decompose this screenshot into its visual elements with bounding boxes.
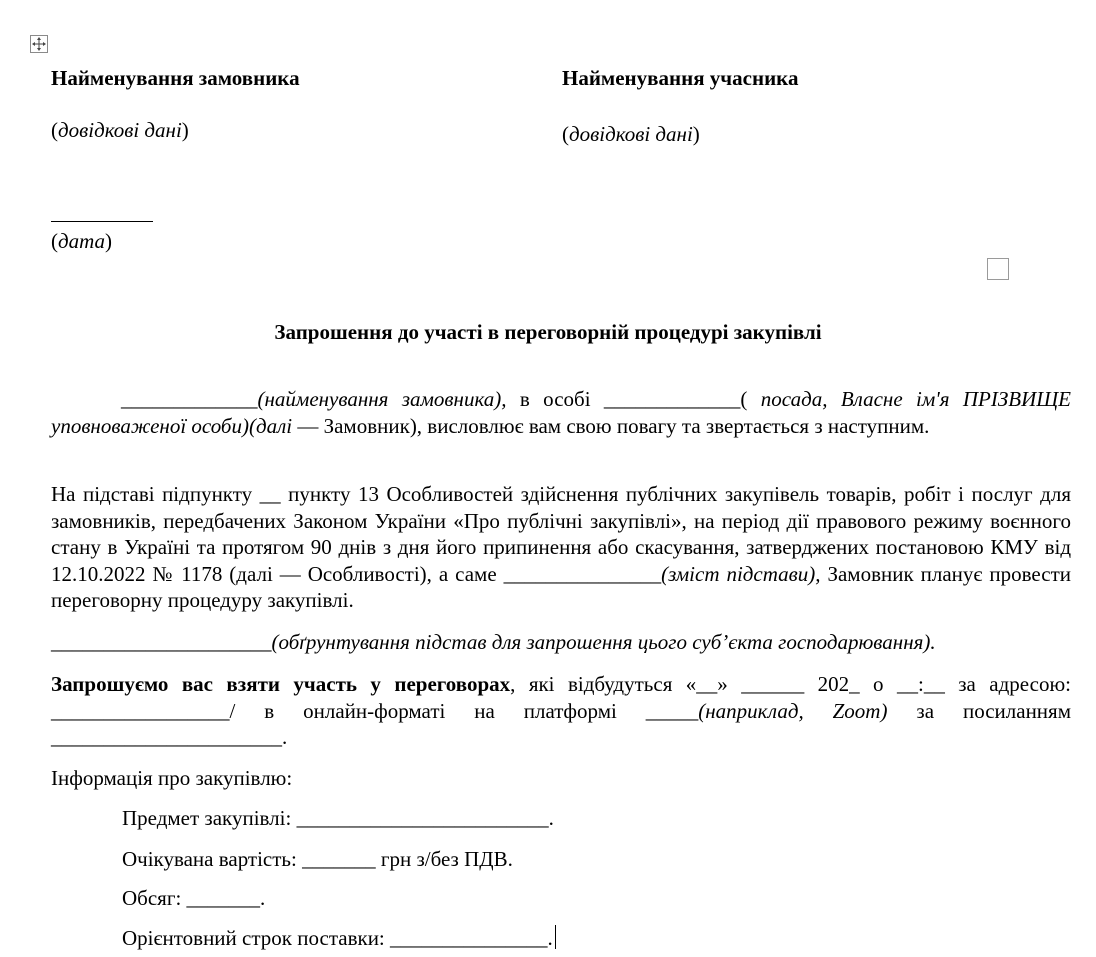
date-label: (дата) bbox=[51, 229, 113, 253]
customer-name-label: Найменування замовника bbox=[51, 66, 300, 90]
justification-paragraph[interactable]: _____________________(обґрунтування підстав для запрошення цього суб’єкта господарювання). bbox=[51, 630, 936, 654]
checkbox[interactable] bbox=[987, 258, 1009, 280]
expected-cost-line[interactable]: Очікувана вартість: _______ грн з/без ПДВ. bbox=[122, 847, 513, 871]
participant-name-label: Найменування учасника bbox=[562, 66, 799, 90]
move-arrows-icon bbox=[31, 36, 47, 52]
date-blank-line[interactable] bbox=[51, 221, 153, 222]
invitation-paragraph[interactable]: Запрошуємо вас взяти участь у переговорах, які відбудуться «__» ______ 202_ о __:__ за адресою: _________________/ в онлайн-форматі на платформі _____(наприклад, Zoom) за посиланням ______________________. bbox=[51, 672, 1071, 749]
date-label-text: дата bbox=[58, 229, 106, 253]
table-move-handle[interactable] bbox=[30, 35, 48, 53]
delivery-term-line[interactable]: Орієнтовний строк поставки: _______________. bbox=[122, 924, 556, 952]
text-cursor bbox=[555, 925, 556, 949]
customer-reference-text: довідкові дані bbox=[58, 118, 182, 142]
basis-paragraph[interactable]: На підставі підпункту __ пункту 13 Особливостей здійснення публічних закупівель товарів, робіт і послуг для замовників, передбачених Законом України «Про публічні закупівлі», на період дії правового режиму воєнного стану в Україні та протягом 90 днів з дня його припинення або скасування, затверджених постановою КМУ від 12.10.2022 № 1178 (далі — Особливості), а саме _______________(зміст підстави), Замовник планує провести переговорну процедуру закупівлі. bbox=[51, 482, 1071, 612]
participant-reference: (довідкові дані) bbox=[562, 122, 700, 146]
document-title: Запрошення до участі в переговорній процедурі закупівлі bbox=[274, 320, 822, 344]
customer-reference: (довідкові дані) bbox=[51, 118, 189, 142]
participant-reference-text: довідкові дані bbox=[569, 122, 693, 146]
procurement-subject-line[interactable]: Предмет закупівлі: ________________________. bbox=[122, 806, 554, 830]
procurement-info-heading: Інформація про закупівлю: bbox=[51, 766, 293, 790]
intro-paragraph[interactable]: _____________(найменування замовника), в особі _____________( посада, Власне ім'я ПРІЗВИЩЕ уповноваженої особи)(далі — Замовник), висловлює вам свою повагу та звертається з наступним. bbox=[51, 387, 1071, 438]
volume-line[interactable]: Обсяг: _______. bbox=[122, 886, 266, 910]
